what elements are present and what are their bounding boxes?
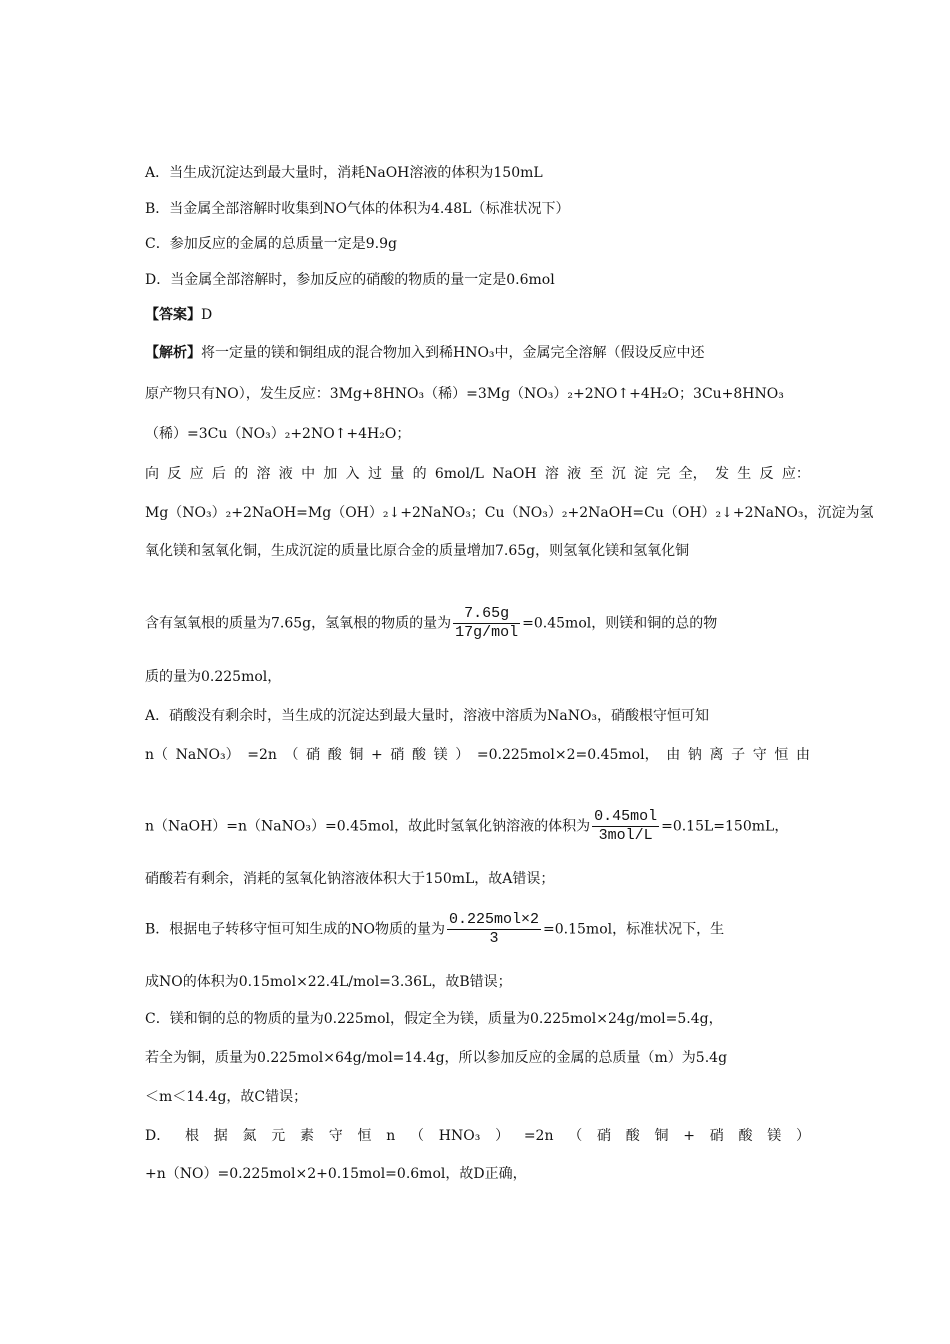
analysis-text-1: 将一定量的镁和铜组成的混合物加入到稀HNO₃中，金属完全溶解（假设反应中还 (201, 345, 705, 361)
justified-word: 应 (189, 466, 204, 482)
analysis-a-line-1: A．硝酸没有剩余时，当生成的沉淀达到最大量时，溶液中溶质为NaNO₃，硝酸根守恒可知 (145, 708, 710, 724)
justified-word: 淀 (634, 466, 649, 482)
justified-word: 酸 (411, 747, 426, 763)
analysis-c-line-2: 若全为铜，质量为0.225mol×64g/mol=14.4g，所以参加反应的金属的总质量（m）为5.4g (145, 1050, 728, 1066)
justified-word: 发 (714, 466, 729, 482)
justified-word: 中 (301, 466, 316, 482)
fraction-oh-moles (453, 605, 520, 642)
justified-word: ） (795, 1128, 810, 1144)
fraction-denominator: 17g/mol (455, 624, 519, 641)
analysis-b-line-2: 成NO的体积为0.15mol×22.4L/mol=3.36L，故B错误； (145, 974, 512, 990)
analysis-a-line-3 (145, 808, 810, 845)
justified-word: 铜 (654, 1128, 669, 1144)
justified-word: =2n (247, 747, 277, 763)
justified-word: n（ (145, 747, 169, 763)
justified-word: NaOH (492, 466, 537, 482)
justified-word: 镁 (767, 1128, 782, 1144)
analysis-c-line-1: C．镁和铜的总的物质的量为0.225mol，假定全为镁，质量为0.225mol×24g/mol=5.4g， (145, 1011, 723, 1027)
justified-word: + (371, 747, 383, 763)
justified-word: ） (495, 1128, 510, 1144)
answer-value: D (201, 307, 213, 323)
fraction-naoh-volume (592, 808, 659, 845)
justified-word: 硝 (390, 747, 405, 763)
justified-word: NaNO₃） (175, 747, 240, 763)
justified-word: 氮 (242, 1128, 257, 1144)
justified-word: 素 (299, 1128, 314, 1144)
option-a: A．当生成沉淀达到最大量时，消耗NaOH溶液的体积为150mL (145, 165, 543, 181)
justified-word: 入 (345, 466, 360, 482)
fraction-denominator: 3mol/L (598, 827, 653, 844)
justified-word: 由 (795, 747, 810, 763)
answer-label: 【答案】 (145, 307, 201, 323)
analysis-line-5: Mg（NO₃）₂+2NaOH=Mg（OH）₂↓+2NaNO₃；Cu（NO₃）₂+2NaOH=Cu（OH）₂↓+2NaNO₃，沉淀为氢 (145, 505, 874, 521)
justified-word: 至 (589, 466, 604, 482)
analysis-c-line-3: ＜m＜14.4g，故C错误； (145, 1089, 308, 1105)
justified-word: 液 (567, 466, 582, 482)
a3-text-pre: n（NaOH）=n（NaNO₃）=0.45mol，故此时氢氧化钠溶液的体积为 (145, 818, 591, 835)
justified-word: 的 (234, 466, 249, 482)
b1-text-pre: B．根据电子转移守恒可知生成的NO物质的量为 (145, 921, 446, 938)
justified-word: 液 (278, 466, 293, 482)
analysis-line-4 (145, 464, 810, 484)
analysis-a-line-4: 硝酸若有剩余，消耗的氢氧化钠溶液体积大于150mL，故A错误； (145, 871, 555, 887)
justified-word: 6mol/L (434, 466, 484, 482)
analysis-b-line-1 (145, 911, 810, 948)
justified-word: 元 (271, 1128, 286, 1144)
fraction-numerator: 0.225mol×2 (449, 911, 540, 928)
justified-word: （ (284, 747, 299, 763)
justified-word: 铜 (349, 747, 364, 763)
justified-word: 反 (167, 466, 182, 482)
justified-word: ） (455, 747, 470, 763)
justified-word: 硝 (596, 1128, 611, 1144)
justified-word: 反 (759, 466, 774, 482)
justified-word: + (683, 1128, 695, 1144)
option-d: D．当金属全部溶解时，参加反应的硝酸的物质的量一定是0.6mol (145, 272, 555, 288)
analysis-d-line-1 (145, 1126, 810, 1146)
analysis-a-line-2 (145, 745, 810, 765)
fraction-numerator: 0.45mol (594, 808, 658, 825)
fraction-denominator: 3 (489, 930, 499, 947)
analysis-line-6: 氧化镁和氢氧化铜，生成沉淀的质量比原合金的质量增加7.65g，则氢氧化镁和氢氧化铜 (145, 543, 690, 559)
justified-word: 的 (412, 466, 427, 482)
line-7-text-pre: 含有氢氧根的质量为7.65g，氢氧根的物质的量为 (145, 615, 452, 632)
justified-word: 根 (184, 1128, 199, 1144)
fraction-no-moles (447, 911, 541, 948)
justified-word: 酸 (327, 747, 342, 763)
justified-word: 后 (211, 466, 226, 482)
justified-word: 全， (678, 466, 707, 482)
option-b: B．当金属全部溶解时收集到NO气体的体积为4.48L（标准状况下） (145, 201, 570, 217)
justified-word: 沉 (611, 466, 626, 482)
justified-word: 镁 (433, 747, 448, 763)
analysis-label: 【解析】 (145, 345, 201, 361)
justified-word: 酸 (738, 1128, 753, 1144)
justified-word: 据 (213, 1128, 228, 1144)
analysis-line-8: 质的量为0.225mol， (145, 669, 282, 685)
analysis-d-line-2: +n（NO）=0.225mol×2+0.15mol=0.6mol，故D正确， (145, 1166, 527, 1182)
justified-word: 向 (145, 466, 159, 482)
a3-text-post: =0.15L=150mL， (661, 818, 789, 835)
justified-word: 子 (731, 747, 746, 763)
justified-word: 加 (323, 466, 338, 482)
justified-word: HNO₃ (438, 1128, 481, 1144)
justified-word: 应： (781, 466, 810, 482)
analysis-line-7 (145, 605, 810, 642)
analysis-line-3: （稀）=3Cu（NO₃）₂+2NO↑+4H₂O； (145, 426, 411, 442)
justified-word: 离 (709, 747, 724, 763)
justified-word: 恒 (774, 747, 789, 763)
justified-word: 溶 (544, 466, 559, 482)
justified-word: 完 (656, 466, 671, 482)
justified-word: n (386, 1128, 396, 1144)
justified-word: =0.225mol×2=0.45mol， (476, 747, 659, 763)
justified-word: 守 (752, 747, 767, 763)
justified-word: （ (410, 1128, 425, 1144)
line-7-text-post: =0.45mol，则镁和铜的总的物 (522, 615, 718, 632)
justified-word: 钠 (687, 747, 702, 763)
analysis-line-1 (145, 343, 810, 363)
justified-word: 量 (390, 466, 405, 482)
justified-word: 过 (367, 466, 382, 482)
justified-word: 守 (328, 1128, 343, 1144)
justified-word: =2n (523, 1128, 554, 1144)
analysis-line-2: 原产物只有NO），发生反应：3Mg+8HNO₃（稀）=3Mg（NO₃）₂+2NO↑+4H₂O；3Cu+8HNO₃ (145, 386, 784, 402)
justified-word: 由 (666, 747, 681, 763)
justified-word: 生 (737, 466, 752, 482)
justified-word: 溶 (256, 466, 271, 482)
justified-word: 硝 (306, 747, 321, 763)
b1-text-post: =0.15mol，标准状况下，生 (543, 921, 725, 938)
justified-word: 酸 (625, 1128, 640, 1144)
justified-word: D． (145, 1128, 171, 1144)
justified-word: 恒 (357, 1128, 372, 1144)
fraction-numerator: 7.65g (453, 605, 520, 624)
option-c: C．参加反应的金属的总质量一定是9.9g (145, 236, 397, 252)
answer-line (145, 305, 810, 325)
justified-word: 硝 (709, 1128, 724, 1144)
justified-word: （ (568, 1128, 583, 1144)
